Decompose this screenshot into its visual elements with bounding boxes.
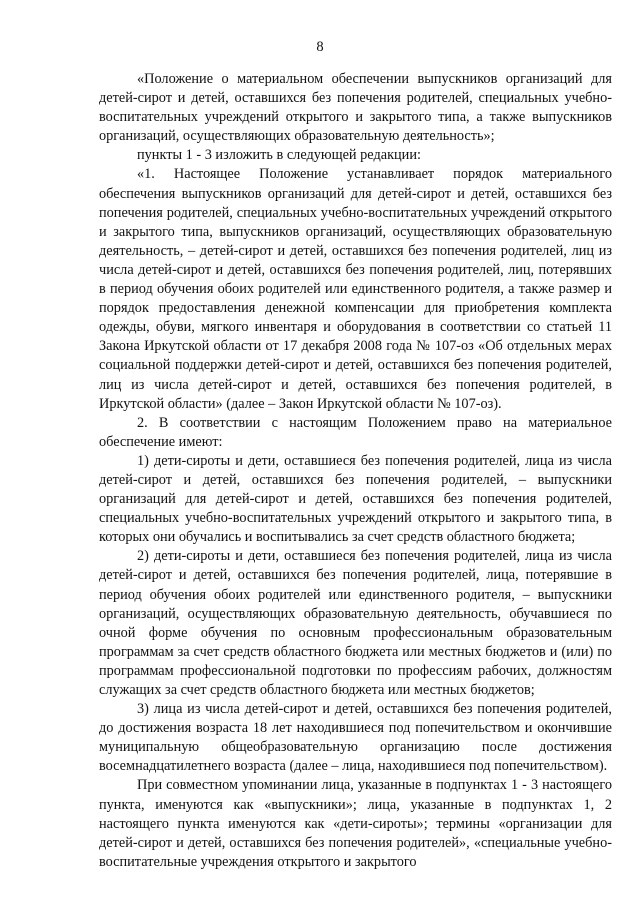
paragraph-subpoint-2: 2) дети-сироты и дети, оставшиеся без попечения родителей, лица из числа детей-сирот и детей, оставшихся без попечения родителей, лица, потерявшие в период обучения обоих родителей или единственного родителя, – выпускники организаций, осуществляющих образовательную деятельность, обучавшиеся по очной форме обучения по основным профессиональным образовательным программам за счет средств областного бюджета или местных бюджетов и (или) по программам профессиональной подготовки по профессиям рабочих, должностям служащих за счет средств областного бюджета или местных бюджетов; [99, 548, 612, 698]
paragraph-joint-mention: При совместном упоминании лица, указанные в подпунктах 1 - 3 настоящего пункта, именуются как «выпускники»; лица, указанные в подпунктах 1, 2 настоящего пункта именуются как «дети-сироты»; термины «организации для детей-сирот и детей, оставшихся без попечения родителей», «специальные учебно-воспитательные учреждения открытого и закрытого [99, 777, 612, 870]
paragraph-regulation-title: «Положение о материальном обеспечении выпускников организаций для детей-сирот и детей, оставшихся без попечения родителей, специальных учебно-воспитательных учреждений открытого и закрытого типа, а также выпускников организаций, осуществляющих образовательную деятельность»; [99, 71, 612, 145]
paragraph-subpoint-1: 1) дети-сироты и дети, оставшиеся без попечения родителей, лица из числа детей-сирот и детей, оставшихся без попечения родителей, – выпускники организаций для детей-сирот и детей, оставшихся без попечения родителей, специальных учебно-воспитательных учреждений открытого и закрытого типа, в которых они обучались и воспитывались за счет средств областного бюджета; [99, 452, 612, 546]
page-number: 8 [316, 39, 324, 55]
document-body [99, 70, 612, 872]
paragraph-amendment-intro: пункты 1 - 3 изложить в следующей редакции: [137, 147, 421, 164]
paragraph-point-1: «1. Настоящее Положение устанавливает порядок материального обеспечения выпускников организаций для детей-сирот и детей, оставшихся без попечения родителей, специальных учебно-воспитательных учреждений открытого и закрытого типа, выпускников организаций, осуществляющих образовательную деятельность, – детей-сирот и детей, оставшихся без попечения родителей, лиц из числа детей-сирот и детей, оставшихся без попечения родителей, лиц, потерявших в период обучения обоих родителей или единственного родителя, а также размер и порядок предоставления денежной компенсации для приобретения комплекта одежды, обуви, мягкого инвентаря и оборудования в соответствии со статьей 11 Закона Иркутской области от 17 декабря 2008 года № 107-оз «Об отдельных мерах социальной поддержки детей-сирот и детей, оставшихся без попечения родителей, лиц из числа детей-сирот и детей, оставшихся без попечения родителей, в Иркутской области» (далее – Закон Иркутской области № 107-оз). [99, 166, 612, 412]
paragraph-subpoint-3: 3) лица из числа детей-сирот и детей, оставшихся без попечения родителей, до достижения возраста 18 лет находившиеся под попечительством и окончившие муниципальную общеобразовательную организацию после достижения восемнадцатилетнего возраста (далее – лица, находившиеся под попечительством). [99, 701, 612, 775]
paragraph-point-2: 2. В соответствии с настоящим Положением право на материальное обеспечение имеют: [99, 414, 612, 450]
